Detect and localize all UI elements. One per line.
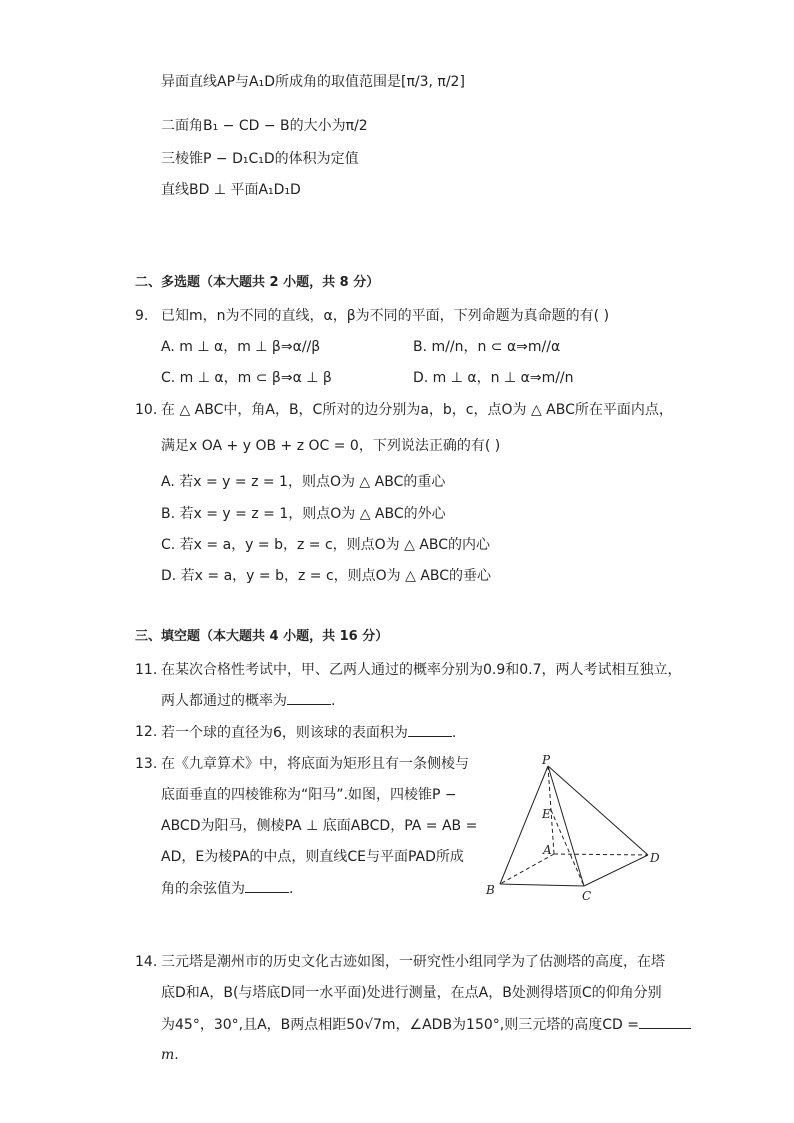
edge-cd <box>584 855 648 886</box>
edge-pc <box>548 766 584 886</box>
q14-line4: m. <box>161 1047 179 1063</box>
q13-answer-blank <box>245 878 289 893</box>
edge-pd <box>548 766 648 855</box>
label-c: C <box>582 889 592 902</box>
section-3-title: 三、填空题（本大题共 4 小题，共 16 分） <box>135 629 389 644</box>
q12-number: 12. <box>135 724 158 740</box>
q8-option-b-text: 二面角B₁ − CD − B的大小为π/2 <box>161 118 368 134</box>
q10-option-c: C. 若x = a，y = b，z = c，则点O为 △ ABC的内心 <box>161 537 491 553</box>
q14-line2: 底D和A，B(与塔底D同一水平面)处进行测量，在点A，B处测得塔顶C的仰角分别 <box>161 985 662 1001</box>
q12-line1 <box>161 722 456 743</box>
q8-option-b <box>161 116 368 136</box>
q11-line2-text: 两人都通过的概率为 <box>161 693 287 709</box>
label-e: E <box>542 807 551 821</box>
q13-line2: 底面垂直的四棱锥称为“阳马”.如图，四棱锥P − <box>161 787 457 803</box>
q10-stem-line1: 在 △ ABC中，角A，B，C所对的边分别为a，b，c，点O为 △ ABC所在平面内点， <box>161 402 673 418</box>
q9-option-d: D. m ⊥ α，n ⊥ α⇒m//n <box>413 370 574 386</box>
q10-option-b: B. 若x = y = z = 1，则点O为 △ ABC的外心 <box>161 506 446 522</box>
q9-number: 9. <box>135 308 149 324</box>
q14-line3-text: 为45°，30°,且A，B两点相距50√7m，∠ADB为150°,则三元塔的高度CD = <box>161 1017 639 1033</box>
q13-line5 <box>161 878 293 899</box>
q8-option-d <box>161 180 301 200</box>
q13-number: 13. <box>135 756 158 772</box>
q9-option-c: C. m ⊥ α，m ⊂ β⇒α ⊥ β <box>161 370 332 386</box>
edge-ad-hidden <box>554 854 648 855</box>
q8-option-c-text: 三棱锥P − D₁C₁D的体积为定值 <box>161 151 359 167</box>
q12-answer-blank <box>408 722 452 737</box>
q10-stem-line2: 满足x OA + y OB + z OC = 0，下列说法正确的有( ) <box>161 438 501 454</box>
q14-answer-blank <box>639 1014 691 1029</box>
label-d: D <box>650 851 660 865</box>
q13-end: . <box>289 881 294 897</box>
q8-option-a-text: 异面直线AP与A₁D所成角的取值范围是[π/3, π/2] <box>161 74 465 90</box>
label-b: B <box>486 883 495 897</box>
q8-option-d-text: 直线BD ⊥ 平面A₁D₁D <box>161 182 301 198</box>
q13-line1: 在《九章算术》中，将底面为矩形且有一条侧棱与 <box>161 756 469 772</box>
q9-option-b: B. m//n，n ⊂ α⇒m//α <box>413 339 561 355</box>
q8-option-c <box>161 149 359 169</box>
q14-number: 14. <box>135 954 158 970</box>
q11-end: . <box>331 693 336 709</box>
q14-line1: 三元塔是潮州市的历史文化古迹如图，一研究性小组同学为了估测塔的高度，在塔 <box>161 954 665 970</box>
section-2-title: 二、多选题（本大题共 2 小题，共 8 分） <box>135 275 380 290</box>
label-p: P <box>542 753 551 767</box>
q11-line2 <box>161 690 335 711</box>
edge-pb <box>500 766 548 884</box>
q8-option-a <box>161 72 465 92</box>
label-a: A <box>543 843 552 857</box>
q11-number: 11. <box>135 662 158 678</box>
q10-number: 10. <box>135 402 158 418</box>
q11-answer-blank <box>287 690 331 705</box>
q12-line1-text: 若一个球的直径为6，则该球的表面积为 <box>161 725 408 741</box>
q13-pyramid-figure <box>480 752 670 902</box>
q13-line5-text: 角的余弦值为 <box>161 881 245 897</box>
q14-line3 <box>161 1014 691 1035</box>
q9-stem: 已知m，n为不同的直线，α，β为不同的平面，下列命题为真命题的有( ) <box>161 308 610 324</box>
segment-ec-hidden <box>551 810 584 886</box>
q10-option-d: D. 若x = a，y = b，z = c，则点O为 △ ABC的垂心 <box>161 568 492 584</box>
q10-option-a: A. 若x = y = z = 1，则点O为 △ ABC的重心 <box>161 474 446 490</box>
q13-line4: AD，E为棱PA的中点，则直线CE与平面PAD所成 <box>161 849 464 865</box>
q13-line3: ABCD为阳马，侧棱PA ⊥ 底面ABCD，PA = AB = <box>161 818 478 834</box>
edge-ab-hidden <box>500 854 554 884</box>
edge-bc <box>500 884 584 886</box>
q9-option-a: A. m ⊥ α，m ⊥ β⇒α//β <box>161 339 321 355</box>
q12-end: . <box>451 725 457 741</box>
q11-line1: 在某次合格性考试中，甲、乙两人通过的概率分别为0.9和0.7，两人考试相互独立， <box>161 662 682 678</box>
